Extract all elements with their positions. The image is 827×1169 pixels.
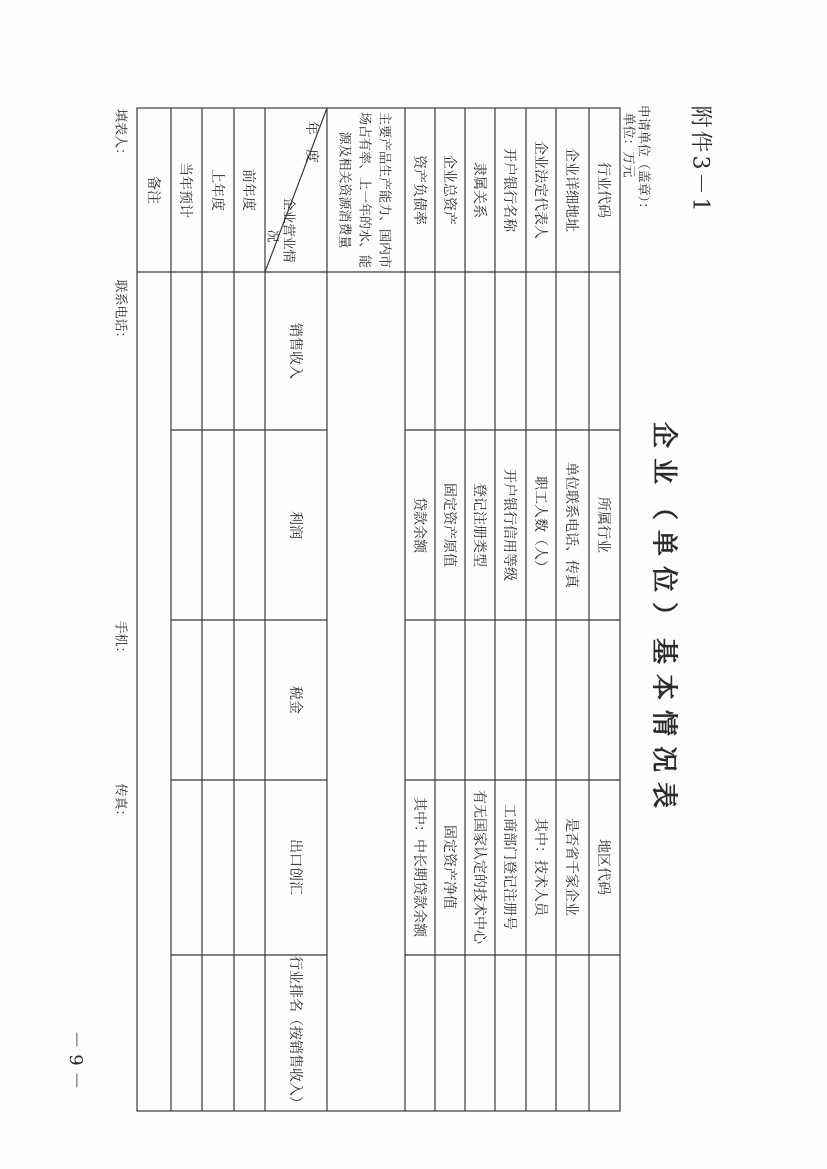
label-bank-credit: 开户银行信用等级 [501,469,517,581]
label-legal-rep: 企业法定代表人 [532,141,548,239]
label-product-line3: 源及相关资源消费量 [336,131,352,249]
applicant-label: 申请单位（盖章）： [635,104,651,216]
label-key-enterprise: 是否省千家企业 [563,818,579,916]
row-remark: 备注 [145,176,161,204]
label-tech-center: 有无国家认定的技术中心 [471,790,487,944]
header-tax: 税金 [287,686,303,714]
label-phone-fax: 单位联系电话、传真 [563,462,579,588]
label-product-line2: 场占有率、上一年的水、能 [356,111,372,269]
label-affiliation: 隶属关系 [471,162,487,218]
row-year-before-last: 前年度 [240,169,256,211]
label-debt-ratio: 资产负债率 [411,155,427,225]
label-total-assets: 企业总资产 [441,155,457,225]
label-fixed-assets-net: 固定资产净值 [441,825,457,909]
footer-filler: 填表人： [112,108,128,162]
label-long-term-loan: 其中：中长期贷款余额 [411,797,427,937]
page-number: － 9 － [65,1030,86,1090]
label-tech-staff: 其中：技术人员 [532,818,548,916]
footer-fax: 传真： [112,783,128,823]
diag-year-label: 年 度 [303,121,319,163]
label-industry-code: 行业代码 [595,162,611,218]
header-rank: 行业排名（按销售收入） [287,956,303,1110]
row-last-year: 上年度 [209,169,225,211]
header-export: 出口创汇 [287,839,303,895]
diag-situation-line1: 企业营业情 [280,197,296,263]
header-sales: 销售收入 [287,323,303,379]
label-registration-type: 登记注册类型 [471,483,487,567]
label-fixed-assets-original: 固定资产原值 [441,483,457,567]
unit-label: 单位：万元 [620,112,636,178]
footer-mobile: 手机： [112,620,128,660]
page-title: 企业（单位）基本情况表 [648,421,679,819]
label-address: 企业详细地址 [563,148,579,232]
label-region-code: 地区代码 [595,839,611,895]
label-industry: 所属行业 [595,497,611,553]
attachment-label: 附件3－1 [687,105,713,215]
label-product-line1: 主要产品生产能力、国内市 [376,111,392,269]
header-profit: 利润 [287,511,303,539]
label-employees: 职工人数（人） [532,476,548,574]
label-bank-name: 开户银行名称 [501,148,517,232]
footer-phone: 联系电话： [112,279,128,345]
row-current-year-est: 当年预计 [177,162,193,218]
label-registration-no: 工商部门登记注册号 [501,804,517,930]
diag-situation-line2: 况 [264,229,280,243]
label-loan-balance: 贷款余额 [411,497,427,553]
